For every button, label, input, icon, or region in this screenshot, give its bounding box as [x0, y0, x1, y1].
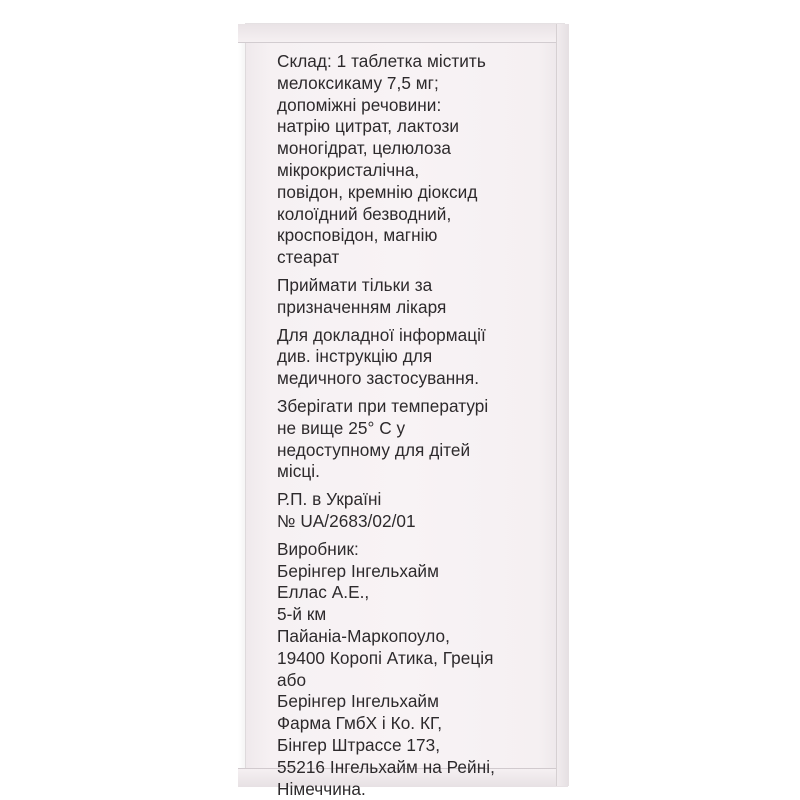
text-line: або: [277, 669, 307, 690]
text-line: колоїдний безводний,: [277, 203, 452, 224]
manufacturer-paragraph: [277, 539, 547, 800]
text-line: повідон, кремнію діоксид: [277, 181, 478, 202]
text-line: Пайаніа-Маркопоуло,: [277, 625, 450, 646]
text-line: Склад: 1 таблетка містить: [277, 51, 486, 71]
text-line: Берінгер Інгельхайм: [277, 691, 439, 712]
text-line: Для докладної інформації: [277, 324, 486, 345]
text-line: 5-й км: [277, 604, 327, 625]
text-line: 19400 Коропі Атика, Греція: [277, 647, 494, 668]
text-line: допоміжні речовини:: [277, 94, 442, 115]
text-line: медичного застосування.: [277, 368, 480, 389]
registration-paragraph: [277, 489, 547, 533]
text-line: моногідрат, целюлоза: [277, 138, 452, 159]
text-line: не вище 25° С у: [277, 417, 406, 438]
text-line: Берінгер Інгельхайм: [277, 560, 439, 581]
text-line: недоступному для дітей: [277, 439, 471, 460]
text-line: місці.: [277, 461, 320, 482]
text-line: Фарма ГмбХ і Ко. КГ,: [277, 713, 443, 734]
text-line: Приймати тільки за: [277, 274, 433, 295]
text-line: Зберігати при температурі: [277, 395, 489, 416]
text-line: Бінгер Штрассе 173,: [277, 734, 441, 755]
text-line: Еллас А.Е.,: [277, 582, 370, 603]
package-text: [277, 51, 547, 800]
instructions-paragraph: [277, 325, 547, 390]
text-line: 55216 Інгельхайм на Рейні,: [277, 756, 495, 777]
text-line: № UA/2683/02/01: [277, 510, 416, 531]
storage-paragraph: [277, 396, 547, 483]
box-top-flap: [238, 24, 568, 43]
prescription-paragraph: [277, 275, 547, 319]
text-line: призначенням лікаря: [277, 296, 447, 317]
text-line: натрію цитрат, лактози: [277, 116, 460, 137]
text-line: Виробник:: [277, 538, 359, 559]
text-line: мелоксикаму 7,5 мг;: [277, 72, 439, 93]
box-right-fold: [556, 24, 569, 786]
text-line: див. інструкцію для: [277, 346, 433, 367]
text-line: стеарат: [277, 247, 340, 268]
text-line: Німеччина.: [277, 778, 366, 799]
composition-paragraph: [277, 51, 547, 269]
text-line: мікрокристалічна,: [277, 159, 420, 180]
text-line: кросповідон, магнію: [277, 225, 438, 246]
text-line: Р.П. в Україні: [277, 489, 382, 510]
